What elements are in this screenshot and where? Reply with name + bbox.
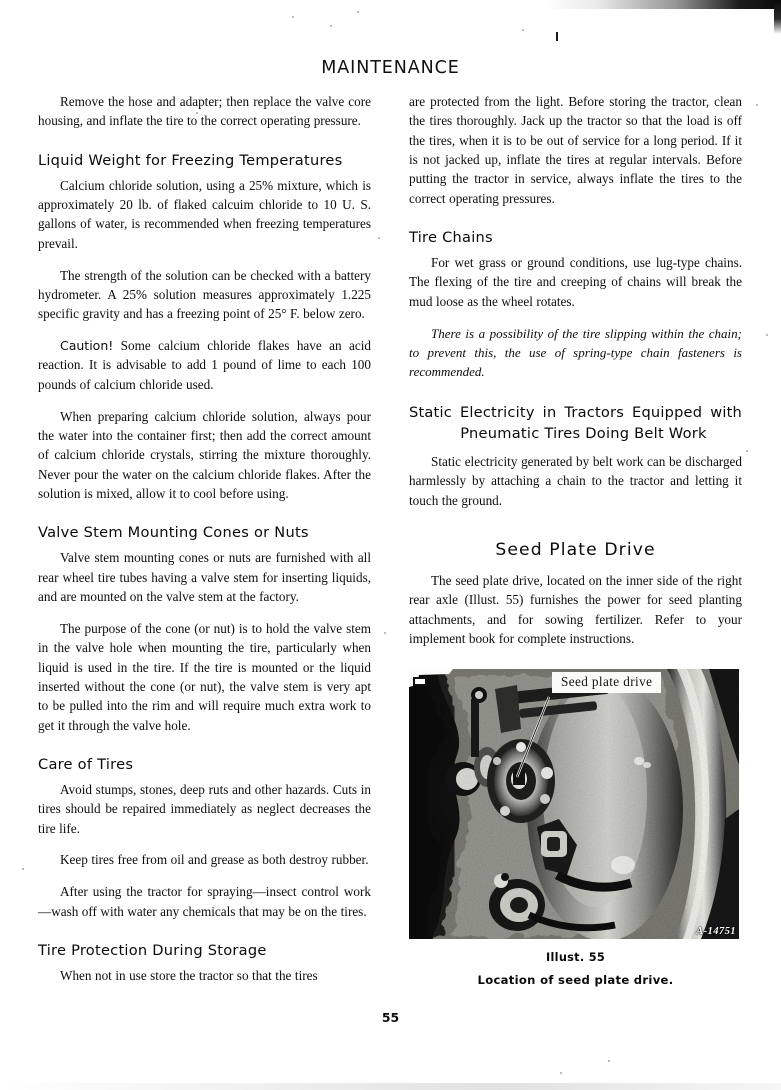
paragraph: For wet grass or ground conditions, use lug-type chains. The flexing of the tire and creeping of chains will break the mud loose as the wheel rotates. xyxy=(409,255,742,309)
paragraph: When preparing calcium chloride solution, always pour the water into the container first; then add the correct amount of calcium chloride crystals, stirring the mixture thoroughly. Never pour the water on the calcium chloride flakes. After the solution is mixed, allow it to cool before using. xyxy=(38,408,371,501)
heading-seed-plate-drive: Seed Plate Drive xyxy=(495,539,656,560)
paragraph: Keep tires free from oil and grease as both destroy rubber. xyxy=(60,852,369,868)
paragraph: Valve stem mounting cones or nuts are furnished with all rear wheel tire tubes having a valve stem for inserting liquids, and are mounted on the valve stem at the factory. xyxy=(38,550,371,605)
heading-line-1: Static Electricity in Tractors Equipped with xyxy=(409,403,742,421)
photo-id-number: A-14751 xyxy=(696,926,736,937)
caution-lead-in: Caution! xyxy=(60,338,114,354)
caution-body: Some calcium chloride flakes have an acid reaction. It is advisable to add 1 pound of lime to each 100 pounds of calcium chloride used. xyxy=(38,338,371,392)
paragraph: Remove the hose and adapter; then replace the valve core housing, and inflate the tire to the correct operating pressure. xyxy=(38,94,371,129)
figure-seed-plate-drive xyxy=(409,669,742,987)
page-number: 55 xyxy=(381,1010,400,1025)
page-running-head: MAINTENANCE xyxy=(321,58,460,78)
heading-line-2: Pneumatic Tires Doing Belt Work xyxy=(460,424,707,442)
scan-speck xyxy=(746,450,748,452)
paragraph: Static electricity generated by belt work can be discharged harmlessly by attaching a chain to the tractor and letting it touch the ground. xyxy=(409,453,742,508)
scan-speck xyxy=(756,104,758,106)
heading-liquid-weight: Liquid Weight for Freezing Temperatures xyxy=(38,151,343,169)
scan-speck xyxy=(292,16,294,18)
scan-tick-mark xyxy=(556,32,558,41)
paragraph-caution xyxy=(38,336,371,394)
paragraph: The seed plate drive, located on the inner side of the right rear axle (Illust. 55) furnishes the power for seed planting attachments, and for sowing fertilizer. Refer to your implement book for complete instructions. xyxy=(409,572,742,646)
scan-speck xyxy=(560,1072,562,1074)
scan-speck xyxy=(522,29,524,31)
scan-speck xyxy=(766,334,768,336)
paragraph: Calcium chloride solution, using a 25% mixture, which is approximately 20 lb. of flaked calcuim chloride to 10 U. S. gallons of water, is recommended when freezing temperatures prevail. xyxy=(38,177,371,251)
scan-speck xyxy=(378,237,380,239)
heading-care-of-tires: Care of Tires xyxy=(38,755,134,773)
photo-seed-plate-drive xyxy=(409,669,739,939)
scan-speck xyxy=(357,11,359,13)
paragraph-continued: are protected from the light. Before storing the tractor, clean the tires thoroughly. Jack up the tractor so that the load is off the tires, when it is to be out of service for a long period. If it is not jacked up, inflate the tires at regular intervals. Before putting the tractor in service, always inflate the tires to the correct operating pressures. xyxy=(409,94,742,206)
photo-callout-seed-plate-drive: Seed plate drive xyxy=(552,672,661,693)
scan-speck xyxy=(608,1060,610,1062)
figure-caption xyxy=(409,951,742,987)
heading-static-electricity xyxy=(409,402,742,444)
figure-number: Illust. 55 xyxy=(545,951,606,964)
heading-tire-protection-storage: Tire Protection During Storage xyxy=(38,942,267,959)
scan-edge-right xyxy=(774,0,781,34)
scan-speck xyxy=(330,25,332,27)
scan-speck xyxy=(22,868,24,870)
heading-tire-chains: Tire Chains xyxy=(409,229,493,247)
scan-speck xyxy=(384,632,386,634)
paragraph-continues: When not in use store the tractor so that the tires xyxy=(60,968,318,983)
paragraph-note-italic: There is a possibility of the tire slipping within the chain; to prevent this, the use of spring-type chain fasteners is recommended. xyxy=(409,325,742,379)
paragraph: Avoid stumps, stones, deep ruts and other hazards. Cuts in tires should be repaired immediately as neglect decreases the tire life. xyxy=(38,781,371,836)
heading-valve-stem-mounting: Valve Stem Mounting Cones or Nuts xyxy=(38,524,309,542)
paragraph: The strength of the solution can be checked with a battery hydrometer. A 25% solution measures approximately 1.225 specific gravity and has a freezing point of 25° F. below zero. xyxy=(38,267,371,322)
paragraph: After using the tractor for spraying—insect control work—wash off with water any chemicals that may be on the tires. xyxy=(38,884,371,919)
figure-title: Location of seed plate drive. xyxy=(477,973,674,987)
right-text-column xyxy=(409,92,742,648)
paragraph: The purpose of the cone (or nut) is to hold the valve stem in the valve hole when mounting the tire, particularly when liquid is used in the tire. If the tire is mounted or the liquid inserted without the cone (or nut), the valve stem is very apt to be pulled into the rim and will require much extra work to get it through the valve hole. xyxy=(38,620,371,733)
scan-edge-bottom xyxy=(0,1083,781,1090)
scan-edge-top xyxy=(546,0,781,9)
left-text-column xyxy=(38,92,371,985)
